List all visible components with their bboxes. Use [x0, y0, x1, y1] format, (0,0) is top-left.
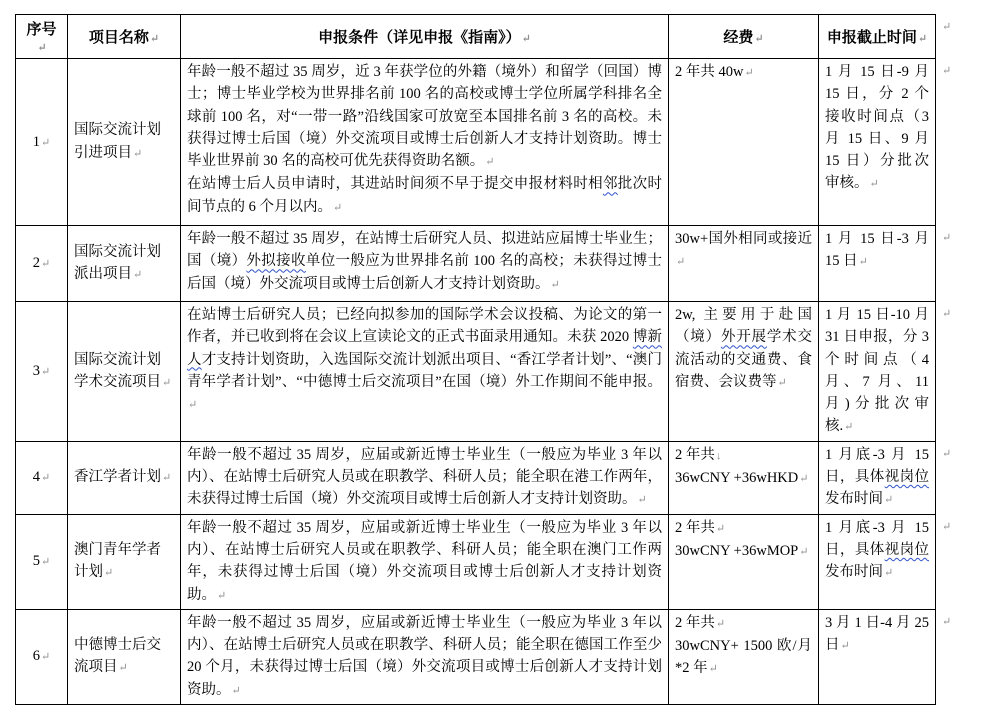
- paragraph-mark: ↵: [844, 421, 854, 434]
- paragraph: [22, 18, 61, 56]
- paragraph: [825, 444, 929, 512]
- paragraph: [675, 304, 812, 394]
- text-run: 2w, 主要用于赴国（境）: [675, 307, 812, 346]
- text-run: 年龄一般不超过 35 周岁，应届或新近博士毕业生（一般应为毕业 3 年以内）、在站博士后研究人员或在职教学、科研人员；能全职在港工作两年，未获得过博士后国（境）外交流项目或博士后创新人才支持计划资助。: [187, 446, 662, 508]
- paragraph: [22, 255, 61, 272]
- text-run: 在站博士后研究人员；已经向拟参加的国际学术会议投稿、为论文的第一作者，并已收到将在会议上宣读论文的正式书面录用通知。未获 2020: [187, 307, 662, 346]
- funding-cell: [669, 441, 819, 514]
- paragraph: [675, 444, 812, 467]
- row-end-mark: ↵: [942, 308, 952, 320]
- paragraph-mark: ↵: [869, 178, 879, 191]
- text-run: 2 年共: [675, 519, 715, 536]
- text-run: 经费: [723, 30, 754, 46]
- funding-cell: [669, 226, 819, 302]
- text-run: 年龄一般不超过 35 周岁，应届或新近博士毕业生（一般应为毕业 3 年以内）、在站博士后研究人员或在职教学、科研人员；能全职在澳门工作两年，未获得过博士后国（境）外交流项目或博士后创新人才支持计划资助。: [187, 519, 662, 603]
- text-run: 年龄一般不超过 35 周岁，在站博士后研究人员、拟进站应届博士毕业生；国（境）: [187, 231, 662, 270]
- paragraph-mark: ↵: [41, 136, 51, 149]
- grammar-flagged-text: 外开展: [720, 329, 767, 346]
- column-header-4: [819, 15, 936, 59]
- project-name-cell: [68, 514, 181, 609]
- paragraph: [825, 26, 929, 47]
- paragraph: [22, 648, 61, 665]
- grammar-flagged-text: 视岗位: [884, 541, 930, 558]
- row-number-cell: [16, 302, 68, 442]
- row-number-cell: [16, 514, 68, 609]
- paragraph-mark: ↵: [858, 256, 868, 269]
- row-end-mark: ↵: [942, 65, 952, 77]
- paragraph-mark: ↵: [521, 33, 531, 45]
- paragraph-mark: ↵: [149, 33, 160, 45]
- conditions-cell: [181, 302, 669, 442]
- paragraph-mark: ↵: [799, 545, 809, 558]
- table-row: [16, 226, 936, 302]
- paragraph: [187, 26, 662, 47]
- paragraph-mark: ↵: [708, 663, 718, 676]
- paragraph: [675, 228, 812, 274]
- paragraph-mark: ↵: [485, 156, 495, 169]
- row-end-mark: ↵: [942, 21, 952, 33]
- paragraph: [825, 228, 929, 274]
- row-end-mark: ↵: [942, 232, 952, 244]
- text-run: 1 月 15 日-3 月 15 日: [825, 231, 929, 270]
- paragraph: [187, 61, 662, 173]
- text-run: 1 月 15 日-9 月 15 日，分 2 个接收时间点（3 月 15 日、9 月 15 日）分批次审核。: [825, 64, 929, 192]
- text-run: 4: [32, 469, 41, 486]
- paragraph-mark: ↵: [676, 256, 686, 269]
- text-run: 1: [32, 133, 41, 150]
- deadline-cell: [819, 302, 936, 442]
- paragraph-mark: ↵: [41, 651, 51, 664]
- paragraph-mark: ↵: [41, 258, 51, 270]
- text-run: 申报条件（详见申报《指南》）: [318, 30, 521, 46]
- paragraph-mark: ↵: [133, 269, 143, 281]
- paragraph: [675, 467, 812, 490]
- paragraph-mark: ↵: [884, 567, 894, 580]
- text-run: 香江学者计划: [74, 469, 161, 486]
- paragraph-mark: ↵: [799, 473, 809, 486]
- paragraph: [74, 349, 174, 395]
- paragraph-mark: ↵: [840, 640, 850, 653]
- text-run: 国际交流计划引进项目: [74, 122, 161, 161]
- paragraph: [187, 517, 662, 607]
- paragraph: [675, 517, 812, 540]
- table-row: [16, 59, 936, 226]
- funding-cell: [669, 302, 819, 442]
- row-number-cell: [16, 226, 68, 302]
- text-run: 30wCNY +36wMOP: [675, 542, 799, 559]
- text-run: 单位一般应为世界排名前 100 名的高校；未获得过博士后国（境）外交流项目或博士后创新人才支持计划资助。: [187, 253, 663, 292]
- conditions-cell: [181, 441, 669, 514]
- column-header-1: [68, 15, 181, 59]
- table-header-row: [16, 15, 936, 59]
- text-run: 澳门青年学者计划: [74, 541, 161, 581]
- text-run: 2 年共: [675, 446, 715, 463]
- column-header-3: [669, 15, 819, 59]
- paragraph: [675, 540, 812, 563]
- text-run: 2: [32, 255, 41, 271]
- paragraph: [825, 517, 929, 585]
- table-row: [16, 514, 936, 609]
- paragraph: [825, 612, 929, 658]
- deadline-cell: [819, 59, 936, 226]
- paragraph: [22, 134, 61, 151]
- text-run: 批次时间节点的 6 个月以内。: [187, 176, 663, 215]
- row-number-cell: [16, 59, 68, 226]
- text-run: 3: [32, 362, 41, 379]
- project-name-cell: [68, 59, 181, 226]
- paragraph: [74, 119, 174, 165]
- conditions-cell: [181, 226, 669, 302]
- text-run: 3 月 1 日-4 月 25 日: [825, 614, 929, 654]
- project-name-cell: [68, 302, 181, 442]
- paragraph: [187, 228, 662, 296]
- text-run: 30wCNY+ 1500 欧/月*2 年: [675, 638, 812, 677]
- text-run: 才支持计划资助，入选国际交流计划派出项目、“香江学者计划”、“澳门青年学者计划”、“中德博士后交流项目”在国（境）外工作期间不能申报。: [187, 351, 662, 390]
- paragraph: [187, 612, 662, 702]
- paragraph: [22, 469, 61, 486]
- row-end-mark: ↵: [942, 521, 952, 533]
- text-run: 36wCNY +36wHKD: [675, 470, 799, 487]
- paragraph-mark: ↵: [715, 617, 726, 630]
- paragraph-mark: ↵: [333, 201, 343, 214]
- text-run: 项目名称: [88, 30, 149, 46]
- paragraph-mark: ↵: [231, 684, 241, 697]
- paragraph-mark: ↵: [637, 494, 647, 507]
- text-run: 5: [32, 553, 41, 570]
- text-run: 年龄一般不超过 35 周岁，应届或新近博士毕业生（一般应为毕业 3 年以内）、在站博士后研究人员或在职教学、科研人员；能全职在德国工作至少 20 个月，未获得过博士后国（境）外交流项目或博士后创新人才支持计划资助。: [187, 614, 662, 698]
- text-run: 中德博士后交流项目: [74, 637, 161, 676]
- paragraph: [675, 635, 812, 681]
- funding-cell: [669, 514, 819, 609]
- deadline-cell: [819, 441, 936, 514]
- paragraph: [187, 173, 662, 219]
- text-run: 1 月底-3 月 15 日，具体: [825, 446, 929, 486]
- paragraph-mark: ↵: [715, 522, 726, 535]
- deadline-cell: [819, 514, 936, 609]
- column-header-0: [16, 15, 68, 59]
- row-end-mark: ↵: [942, 616, 952, 628]
- paragraph-mark: ↵: [41, 365, 51, 378]
- paragraph-mark: ↓: [715, 449, 722, 462]
- paragraph: [825, 304, 929, 439]
- paragraph-mark: ↵: [41, 472, 51, 485]
- text-run: 30w+国外相同或接近: [675, 231, 812, 247]
- text-run: 国际交流计划派出项目: [74, 243, 161, 282]
- paragraph-mark: ↵: [41, 556, 51, 569]
- text-run: 2 年共 40w: [675, 64, 744, 80]
- text-run: 6: [32, 648, 41, 665]
- project-name-cell: [68, 226, 181, 302]
- paragraph-mark: ↵: [118, 662, 128, 675]
- table-row: [16, 441, 936, 514]
- paragraph: [675, 26, 812, 47]
- conditions-cell: [181, 59, 669, 226]
- paragraph-mark: ↵: [754, 33, 764, 45]
- deadline-cell: [819, 226, 936, 302]
- text-run: 国际交流计划学术交流项目: [74, 351, 161, 390]
- grammar-flagged-text: 外拟接收: [246, 253, 306, 270]
- text-run: 序号: [26, 21, 57, 38]
- paragraph: [825, 61, 929, 196]
- text-run: 发布时间: [825, 491, 883, 508]
- paragraph-mark: ↵: [217, 589, 227, 602]
- paragraph-mark: ↵: [884, 494, 894, 507]
- text-run: 1 月底-3 月 15 日，具体: [825, 519, 929, 558]
- grammar-flagged-text: 邻: [602, 176, 618, 193]
- row-end-mark: ↵: [942, 448, 952, 460]
- paragraph-mark: ↵: [37, 41, 47, 54]
- paragraph-mark: ↵: [188, 399, 198, 412]
- paragraph: [22, 363, 61, 380]
- paragraph: [187, 444, 662, 512]
- paragraph: [74, 26, 174, 47]
- column-header-2: [181, 15, 669, 59]
- paragraph-mark: ↵: [777, 376, 787, 389]
- table-row: [16, 302, 936, 442]
- paragraph-mark: ↵: [550, 278, 560, 291]
- paragraph-mark: ↵: [133, 147, 143, 160]
- paragraph: [675, 61, 812, 84]
- paragraph-mark: ↵: [162, 376, 172, 389]
- text-run: 1 月 15 日-10 月 31 日申报，分 3 个时间点（4 月、7 月、11 月)分批次审核.: [825, 307, 929, 435]
- text-run: 学术交流活动的交通费、食宿费、会议费等: [675, 329, 812, 390]
- text-run: 年龄一般不超过 35 周岁，近 3 年获学位的外籍（境外）和留学（回国）博士；博士毕业学校为世界排名前 100 名的高校或博士学位所属学科排名全球前 100 名，对“一带一路”沿线国家可放宽至本国排名前 3 名的高校。未获得过博士后国（境）外交流项目或博士后创新人才支持计划资助。博士毕业世界前 30 名的高校可优先获得资助名额。: [187, 64, 662, 170]
- paragraph-mark: ↵: [917, 33, 928, 45]
- row-number-cell: [16, 441, 68, 514]
- paragraph-mark: ↵: [162, 472, 172, 485]
- paragraph: [74, 539, 174, 585]
- paragraph: [22, 553, 61, 570]
- text-run: 发布时间: [825, 564, 883, 581]
- paragraph-mark: ↵: [104, 567, 114, 580]
- project-name-cell: [68, 441, 181, 514]
- paragraph: [74, 241, 174, 287]
- programs-table: [15, 14, 936, 705]
- paragraph: [187, 304, 662, 416]
- text-run: 2 年共: [675, 614, 715, 631]
- text-run: 在站博士后人员申请时，其进站时间须不早于提交申报材料时相: [187, 176, 603, 193]
- conditions-cell: [181, 514, 669, 609]
- paragraph: [74, 466, 174, 489]
- grammar-flagged-text: 博新人: [187, 329, 663, 368]
- text-run: 申报截止时间: [826, 30, 917, 46]
- grammar-flagged-text: 视岗位: [884, 469, 930, 486]
- paragraph-mark: ↵: [744, 67, 754, 79]
- paragraph: [74, 634, 174, 680]
- funding-cell: [669, 59, 819, 226]
